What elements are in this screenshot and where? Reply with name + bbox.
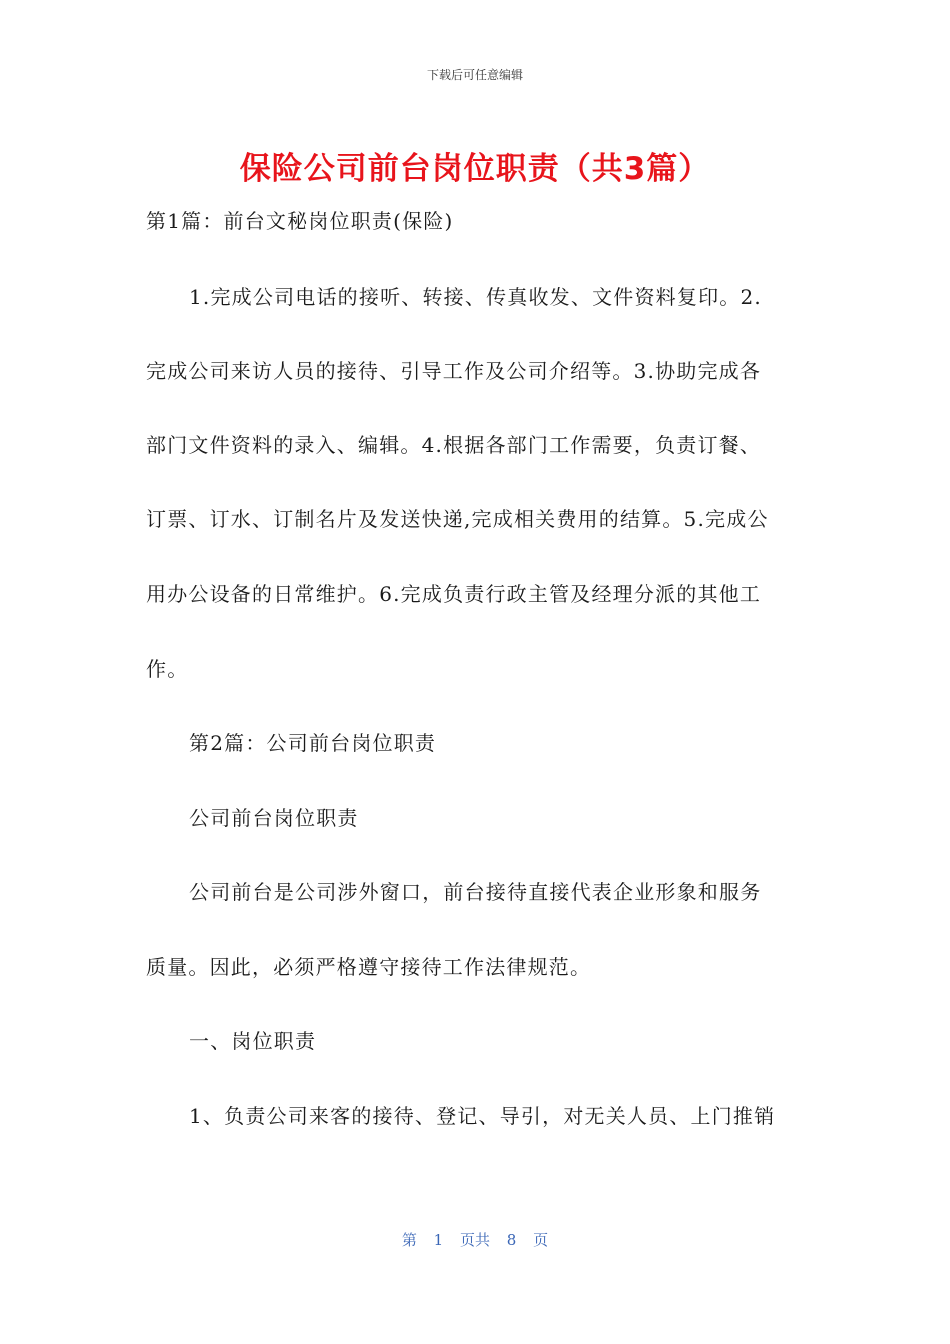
subsection-heading: 公司前台岗位职责 (189, 806, 359, 830)
section-heading-2: 第2篇：公司前台岗位职责 (189, 731, 437, 755)
body-line: 订票、订水、订制名片及发送快递,完成相关费用的结算。5.完成公 (146, 507, 769, 531)
page-header-note: 下载后可任意编辑 (426, 68, 523, 82)
body-line: 1、负责公司来客的接待、登记、导引，对无关人员、上门推销 (189, 1104, 776, 1128)
subsection-heading: 一、岗位职责 (189, 1029, 317, 1053)
body-line: 质量。因此，必须严格遵守接待工作法律规范。 (146, 955, 592, 979)
body-line: 用办公设备的日常维护。6.完成负责行政主管及经理分派的其他工 (146, 582, 762, 606)
document-title: 保险公司前台岗位职责（共3篇） (239, 151, 711, 187)
body-line: 1.完成公司电话的接听、转接、传真收发、文件资料复印。2. (189, 285, 762, 309)
body-line: 公司前台是公司涉外窗口，前台接待直接代表企业形象和服务 (189, 880, 762, 904)
section-heading-1: 第1篇：前台文秘岗位职责(保险) (146, 209, 454, 233)
body-line: 完成公司来访人员的接待、引导工作及公司介绍等。3.协助完成各 (146, 359, 762, 383)
body-line: 作。 (146, 657, 189, 681)
body-line: 部门文件资料的录入、编辑。4.根据各部门工作需要，负责订餐、 (146, 433, 762, 457)
page-number-footer: 第 1 页共 8 页 (401, 1231, 549, 1249)
